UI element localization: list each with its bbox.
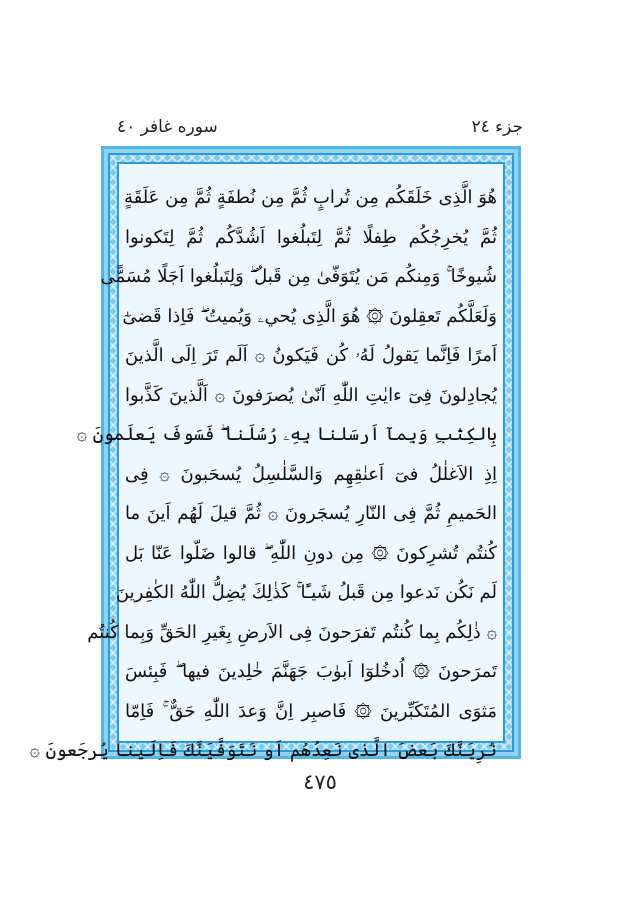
text-line-14: مَثوَى المُتَكَبِّرينَ ۞ فَاصبِر اِنَّ وَعدَ اللّٰهِ حَقٌّ ۚ فَاِمّا xyxy=(125,700,497,722)
text-area xyxy=(29,162,505,761)
text-line-3: شُيوخًا ۚ وَمِنكُم مَن يُتَوَفّىٰ مِن قَبلُ ۖ وَلِتَبلُغوا اَجَلًا مُسَمًّى xyxy=(100,266,497,287)
text-line-11: لَم نَكُن نَدعوا مِن قَبلُ شَيـًٔا ۚ كَذٰلِكَ يُضِلُّ اللّٰهُ الكٰفِرينَ xyxy=(115,582,497,603)
text-line-5: اَمرًا فَاِنَّما يَقولُ لَهُۥ كُن فَيَكونُ ۞ اَلَم تَرَ اِلَى الَّذينَ xyxy=(125,345,497,366)
text-line-10: كُنتُم تُشرِكونَ ۞ مِن دونِ اللّٰهِ ۖ قالوا ضَلّوا عَنّا بَل xyxy=(125,542,497,564)
page-header xyxy=(117,116,523,138)
decorative-frame xyxy=(29,146,521,761)
text-line-7: بِالكِتٰبِ وَبِمآ اَرسَلنا بِهِۦ رُسُلَنا ۖ فَسَوفَ يَعلَمونَ ۞ xyxy=(76,424,497,445)
page-number: ٤٧٥ xyxy=(303,770,337,794)
text-line-13: تَمرَحونَ ۞ اُدخُلوٓا اَبوٰبَ جَهَنَّمَ خٰلِدينَ فيها ۖ فَبِئسَ xyxy=(125,661,497,682)
text-line-9: الحَميمِ ثُمَّ فِى النّارِ يُسجَرونَ ۞ ثُمَّ قيلَ لَهُم اَينَ ما xyxy=(125,503,497,524)
text-line-12: ۞ ذٰلِكُم بِما كُنتُم تَفرَحونَ فِى الاَرضِ بِغَيرِ الحَقِّ وَبِما كُنتُم xyxy=(87,621,497,643)
frame-pattern xyxy=(29,153,514,761)
surah-label: سوره غافر ٤٠ xyxy=(117,117,218,137)
text-line-1: هُوَ الَّذِى خَلَقَكُم مِن تُرابٍ ثُمَّ مِن نُطفَةٍ ثُمَّ مِن عَلَقَةٍ xyxy=(123,187,497,208)
text-line-4: وَلَعَلَّكُم تَعقِلونَ ۞ هُوَ الَّذِى يُحيۦ وَيُميتُ ۖ فَاِذا قَضىٰٓ xyxy=(122,305,497,327)
quran-text-block xyxy=(29,178,497,771)
text-line-15: نُرِيَنَّكَ بَعضَ الَّذى نَعِدُهُم اَو نَتَوَفَّيَنَّكَ فَاِلَينا يُرجَعونَ ۞ xyxy=(29,740,497,761)
text-line-6: يُجادِلونَ فِىٓ ءايٰتِ اللّٰهِ اَنّىٰ يُصرَفونَ ۞ اَلَّذينَ كَذَّبوا xyxy=(125,384,497,406)
text-line-8: اِذِ الاَغلٰلُ فىٓ اَعنٰقِهِم وَالسَّلٰسِلُ يُسحَبونَ ۞ فِى xyxy=(125,463,497,485)
juz-label: جزء ٢٤ xyxy=(471,117,523,137)
text-line-2: ثُمَّ يُخرِجُكُم طِفلًا ثُمَّ لِتَبلُغوا اَشُدَّكُم ثُمَّ لِتَكونوا xyxy=(125,226,497,248)
